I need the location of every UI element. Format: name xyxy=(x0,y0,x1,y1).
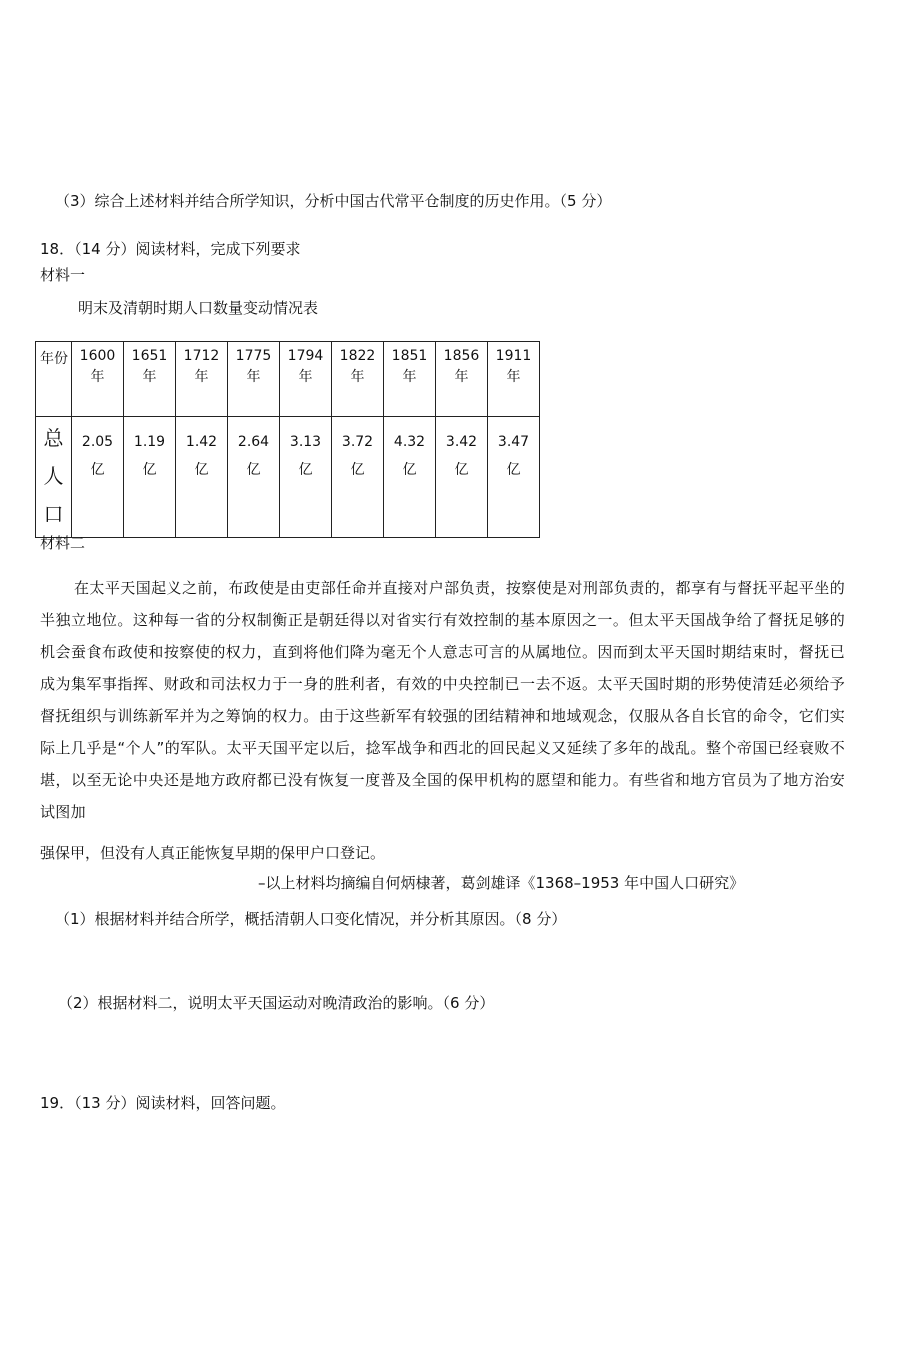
population-table xyxy=(35,341,540,538)
population-header: 总 人 口 xyxy=(36,417,72,538)
year-row xyxy=(36,342,540,417)
population-cell: 3.42 亿 xyxy=(436,417,488,538)
table-caption: 明末及清朝时期人口数量变动情况表 xyxy=(78,299,319,317)
year-cell: 1911 年 xyxy=(488,342,540,417)
year-cell: 1851 年 xyxy=(384,342,436,417)
year-cell: 1651 年 xyxy=(124,342,176,417)
material2-label: 材料二 xyxy=(40,534,86,552)
material2-tail: 强保甲，但没有人真正能恢复早期的保甲户口登记。 xyxy=(40,844,386,862)
year-cell: 1712 年 xyxy=(176,342,228,417)
year-cell: 1856 年 xyxy=(436,342,488,417)
year-cell: 1600 年 xyxy=(72,342,124,417)
population-cell: 2.05 亿 xyxy=(72,417,124,538)
year-cell: 1794 年 xyxy=(280,342,332,417)
population-cell: 1.19 亿 xyxy=(124,417,176,538)
material-source: –以上材料均摘编自何炳棣著，葛剑雄译《1368–1953 年中国人口研究》 xyxy=(258,874,745,892)
population-cell: 3.47 亿 xyxy=(488,417,540,538)
q18-sub2: （2）根据材料二，说明太平天国运动对晚清政治的影响。（6 分） xyxy=(58,994,495,1012)
population-row xyxy=(36,417,540,538)
year-cell: 1775 年 xyxy=(228,342,280,417)
material1-label: 材料一 xyxy=(40,266,86,284)
q18-title: 18．（14 分）阅读材料，完成下列要求 xyxy=(40,240,301,258)
material2-text: 在太平天国起义之前，布政使是由吏部任命并直接对户部负责，按察使是对刑部负责的，都享有与督抚平起平坐的半独立地位。这种每一省的分权制衡正是朝廷得以对省实行有效控制的基本原因之一。但太平天国战争给了督抚足够的机会蚕食布政使和按察使的权力，直到将他们降为毫无个人意志可言的从属地位。因而到太平天国时期结束时，督抚已成为集军事指挥、财政和司法权力于一身的胜利者，有效的中央控制已一去不返。太平天国时期的形势使清廷必须给予督抚组织与训练新军并为之筹饷的权力。由于这些新军有较强的团结精神和地域观念，仅服从各自长官的命令，它们实际上几乎是“个人”的军队。太平天国平定以后，捻军战争和西北的回民起义又延续了多年的战乱。整个帝国已经衰败不堪，以至无论中央还是地方政府都已没有恢复一度普及全国的保甲机构的愿望和能力。有些省和地方官员为了地方治安试图加 xyxy=(40,579,845,821)
q18-sub1: （1）根据材料并结合所学，概括清朝人口变化情况，并分析其原因。（8 分） xyxy=(55,910,567,928)
population-cell: 1.42 亿 xyxy=(176,417,228,538)
population-cell: 3.72 亿 xyxy=(332,417,384,538)
q19-title: 19．（13 分）阅读材料，回答问题。 xyxy=(40,1094,286,1112)
population-cell: 2.64 亿 xyxy=(228,417,280,538)
population-cell: 4.32 亿 xyxy=(384,417,436,538)
q17-sub3: （3）综合上述材料并结合所学知识，分析中国古代常平仓制度的历史作用。（5 分） xyxy=(55,192,612,210)
year-cell: 1822 年 xyxy=(332,342,384,417)
year-header: 年份 xyxy=(36,342,72,417)
population-cell: 3.13 亿 xyxy=(280,417,332,538)
